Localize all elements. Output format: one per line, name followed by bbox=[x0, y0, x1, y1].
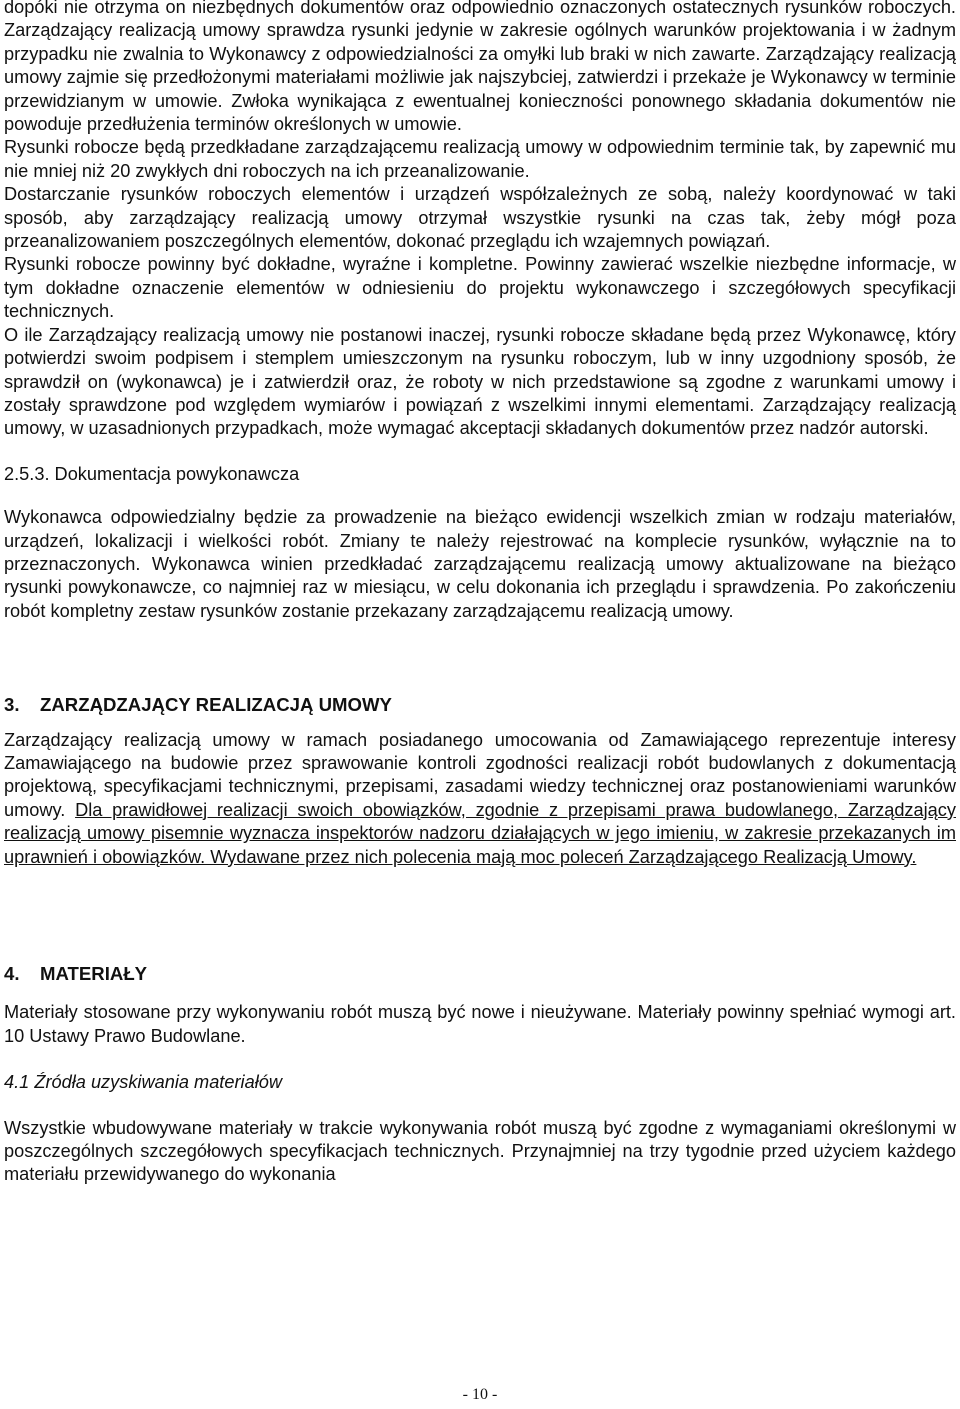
spacer bbox=[4, 441, 956, 463]
spacer bbox=[4, 486, 956, 506]
page-number: - 10 - bbox=[462, 1386, 498, 1403]
section-heading-3 bbox=[4, 693, 956, 716]
spacer bbox=[4, 1048, 956, 1071]
section-title: ZARZĄDZAJĄCY REALIZACJĄ UMOWY bbox=[40, 694, 392, 716]
paragraph-drawings-review: dopóki nie otrzyma on niezbędnych dokumentów oraz odpowiednio oznaczonych ostatecznych rysunków roboczych. Zarządzający realizacją umowy sprawdza rysunki jedynie w zakresie ogólnych warunków projektowania i w żadnym przypadku nie zwalnia to Wykonawcy z odpowiedzialności za omyłki lub braki w nich zawarte. Zarządzający realizacją umowy zajmie się przedłożonymi materiałami możliwie jak najszybciej, zatwierdzi i przekaże je Wykonawcy w terminie przewidzianym w umowie. Zwłoka wynikająca z ewentualnej konieczności ponownego składania dokumentów nie powoduje przedłużenia terminów określonych w umowie. bbox=[4, 0, 956, 135]
subsection-heading-2-5-3: 2.5.3. Dokumentacja powykonawcza bbox=[4, 463, 300, 484]
paragraph-material-sources: Wszystkie wbudowywane materiały w trakcie wykonywania robót muszą być zgodne z wymaganiami określonymi w poszczególnych szczegółowych specyfikacjach technicznych. Przynajmniej na trzy tygodnie przed użyciem każdego materiału przewidywanego do wykonania bbox=[4, 1117, 956, 1185]
paragraph-coordination: Dostarczanie rysunków roboczych elementów i urządzeń współzależnych ze sobą, należy koordynować w taki sposób, aby zarządzający realizacją umowy otrzymał wszystkie rysunki na czas tak, żeby mógł poza przeanalizowaniem poszczególnych elementów, dokonać przeglądu ich wzajemnych powiązań. bbox=[4, 184, 956, 252]
paragraph-contract-manager bbox=[4, 729, 956, 869]
spacer bbox=[4, 717, 956, 729]
paragraph-as-built-documentation: Wykonawca odpowiedzialny będzie za prowadzenie na bieżąco ewidencji wszelkich zmian w rodzaju materiałów, urządzeń, lokalizacji i wielkości robót. Zmiany te należy rejestrować na komplecie rysunków, wyłącznie na to przeznaczonych. Wykonawca winien przedkładać zarządzającemu realizacją umowy aktualizowane na bieżąco rysunki powykonawcze, co najmniej raz w miesiącu, w celu dokonania ich przeglądu i sprawdzenia. Po zakończeniu robót kompletny zestaw rysunków zostanie przekazany zarządzającemu realizacją umowy. bbox=[4, 507, 956, 621]
section-title: MATERIAŁY bbox=[40, 963, 148, 984]
paragraph-contractor-approval: O ile Zarządzający realizacją umowy nie postanowi inaczej, rysunki robocze składane będą przez Wykonawcę, który potwierdzi swoim podpisem i stemplem umieszczonym na rysunku roboczym, lub w inny uzgodniony sposób, że sprawdził on (wykonawca) je i zatwierdził oraz, że roboty w nich przedstawione są zgodne z warunkami umowy i zostały sprawdzone pod względem wymiarów i powiązań z wszelkimi innymi elementami. Zarządzający realizacją umowy, w uzasadnionych przypadkach, może wymagać akceptacji składanych dokumentów przez nadzór autorski. bbox=[4, 324, 956, 439]
section-number: 3. bbox=[4, 694, 20, 716]
spacer bbox=[4, 869, 956, 962]
paragraph-drawing-requirements: Rysunki robocze powinny być dokładne, wyraźne i kompletne. Powinny zawierać wszelkie niezbędne informacje, w tym dokładne oznaczenie elementów w odniesieniu do projektu wykonawczego i szczegółowych specyfikacji technicznych. bbox=[4, 254, 956, 322]
spacer bbox=[4, 623, 956, 693]
paragraph-text: Zarządzający realizacją umowy w ramach posiadanego umocowania od Zamawiającego reprezentuje interesy Zamawiającego na budowie przez sprawowanie kontroli zgodności realizacji robót budowlanych z dokumentacją projektową, specyfikacjami technicznymi, przepisami, zasadami wiedzy technicznej oraz postanowieniami warunków umowy. bbox=[4, 729, 956, 820]
paragraph-submission-deadline: Rysunki robocze będą przedkładane zarządzającemu realizacją umowy w odpowiednim terminie tak, by zapewnić mu nie mniej niż 20 zwykłych dni roboczych na ich przeanalizowanie. bbox=[4, 137, 956, 181]
underlined-text: Dla prawidłowej realizacji swoich obowiązków, zgodnie z przepisami prawa budowlanego, Zarządzający realizacją umowy pisemnie wyznacza inspektorów nadzoru działających w jego imieniu, w zakresie przekazanych im uprawnień i obowiązków. Wydawane przez nich polecenia mają moc poleceń Zarządzającego Realizacją Umowy. bbox=[4, 799, 956, 867]
section-heading-4 bbox=[4, 962, 956, 985]
paragraph-materials: Materiały stosowane przy wykonywaniu robót muszą być nowe i nieużywane. Materiały powinny spełniać wymogi art. 10 Ustawy Prawo Budowlane. bbox=[4, 1002, 956, 1046]
section-number: 4. bbox=[4, 963, 20, 984]
spacer bbox=[4, 1095, 956, 1117]
subsection-heading-4-1: 4.1 Źródła uzyskiwania materiałów bbox=[4, 1072, 282, 1093]
spacer bbox=[4, 985, 956, 1001]
